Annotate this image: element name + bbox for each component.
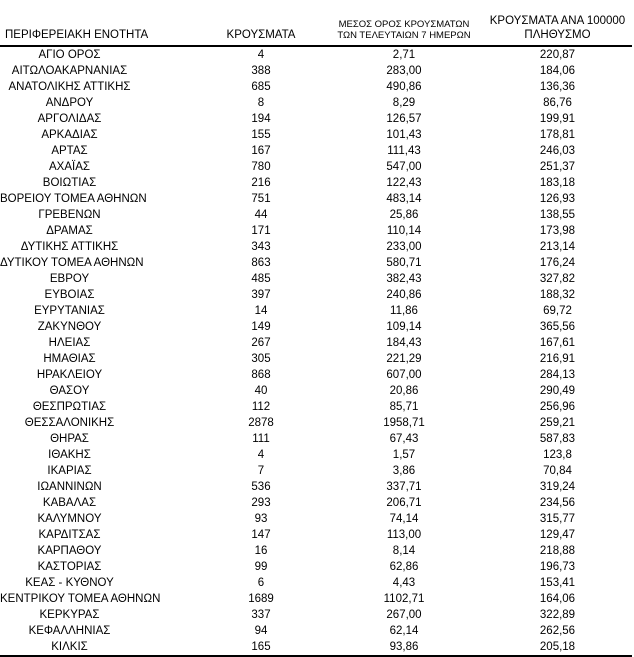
cases-cell: 147: [251, 529, 271, 541]
per-100k-cell: 129,47: [539, 529, 576, 541]
cases-cell: 388: [251, 65, 271, 77]
region-name-cell: ΚΑΡΔΙΤΣΑΣ: [38, 529, 101, 541]
table-header: [0, 0, 632, 46]
table-row: [0, 46, 632, 63]
region-name-cell: ΚΕΝΤΡΙΚΟΥ ΤΟΜΕΑ ΑΘΗΝΩΝ: [0, 593, 161, 605]
table-row: [0, 351, 632, 367]
region-name-cell: ΙΘΑΚΗΣ: [48, 449, 91, 461]
table-row: [0, 303, 632, 319]
per-100k-cell: 136,36: [539, 81, 576, 93]
cases-cell: 4: [257, 49, 265, 61]
region-name-cell: ΙΚΑΡΙΑΣ: [47, 465, 92, 477]
cases-cell: 93: [254, 513, 268, 525]
per-100k-cell: 196,73: [539, 561, 576, 573]
table-row: [0, 255, 632, 271]
avg-7-days-cell: 1958,71: [383, 417, 425, 429]
col-header-cases: ΚΡΟΥΣΜΑΤΑ: [226, 28, 296, 41]
avg-7-days-cell: 3,86: [392, 465, 416, 477]
per-100k-cell: 290,49: [539, 385, 576, 397]
avg-7-days-cell: 283,00: [386, 65, 422, 77]
avg-7-days-cell: 25,86: [389, 209, 419, 221]
region-name-cell: ΚΕΑΣ - ΚΥΘΝΟΥ: [25, 577, 114, 589]
cases-cell: 8: [257, 97, 265, 109]
per-100k-cell: 256,96: [539, 401, 576, 413]
avg-7-days-cell: 2,71: [392, 49, 416, 61]
per-100k-cell: 178,81: [539, 129, 576, 141]
region-name-cell: ΑΙΤΩΛΟΑΚΑΡΝΑΝΙΑΣ: [11, 65, 128, 77]
per-100k-cell: 246,03: [539, 145, 576, 157]
table-row: [0, 223, 632, 239]
table-row: [0, 127, 632, 143]
avg-7-days-cell: 233,00: [386, 241, 422, 253]
per-100k-cell: 259,21: [539, 417, 576, 429]
table-row: [0, 383, 632, 399]
region-name-cell: ΕΒΡΟΥ: [49, 273, 90, 285]
per-100k-cell: 173,98: [539, 225, 576, 237]
region-name-cell: ΑΝΑΤΟΛΙΚΗΣ ΑΤΤΙΚΗΣ: [8, 81, 131, 93]
avg-7-days-cell: 93,86: [389, 641, 419, 653]
per-100k-cell: 126,93: [539, 193, 576, 205]
table-row: [0, 543, 632, 559]
avg-7-days-cell: 547,00: [386, 161, 422, 173]
avg-7-days-cell: 110,14: [386, 225, 422, 237]
region-name-cell: ΚΑΡΠΑΘΟΥ: [37, 545, 102, 557]
region-name-cell: ΕΥΡΥΤΑΝΙΑΣ: [34, 305, 105, 317]
avg-7-days-cell: 111,43: [387, 145, 421, 157]
region-name-cell: ΔΥΤΙΚΟΥ ΤΟΜΕΑ ΑΘΗΝΩΝ: [0, 257, 144, 269]
cases-cell: 40: [254, 385, 268, 397]
table-row: [0, 463, 632, 479]
table-row: [0, 239, 632, 255]
region-name-cell: ΑΧΑΪΑΣ: [49, 161, 90, 173]
cases-cell: 99: [254, 561, 268, 573]
avg-7-days-cell: 206,71: [386, 497, 422, 509]
table-row: [0, 271, 632, 287]
cases-cell: 155: [251, 129, 271, 141]
per-100k-cell: 138,55: [539, 209, 576, 221]
per-100k-cell: 164,06: [539, 593, 576, 605]
region-name-cell: ΚΙΛΚΙΣ: [51, 641, 88, 653]
cases-cell: 216: [251, 177, 271, 189]
cases-cell: 751: [251, 193, 271, 205]
table-row: [0, 511, 632, 527]
table-row: [0, 207, 632, 223]
region-name-cell: ΗΡΑΚΛΕΙΟΥ: [36, 369, 103, 381]
header-row: [0, 0, 632, 46]
per-100k-cell: 184,06: [539, 65, 576, 77]
region-name-cell: ΚΑΒΑΛΑΣ: [42, 497, 97, 509]
table-row: [0, 415, 632, 431]
avg-7-days-cell: 337,71: [386, 481, 422, 493]
table-row: [0, 639, 632, 656]
table-row: [0, 527, 632, 543]
region-name-cell: ΔΡΑΜΑΣ: [46, 225, 93, 237]
avg-7-days-cell: 1,57: [392, 449, 416, 461]
per-100k-cell: 218,88: [539, 545, 576, 557]
cases-cell: 149: [251, 321, 271, 333]
per-100k-cell: 365,56: [539, 321, 576, 333]
cases-cell: 165: [251, 641, 271, 653]
per-100k-cell: 284,13: [539, 369, 576, 381]
avg-7-days-cell: 113,00: [386, 529, 422, 541]
region-name-cell: ΚΑΛΥΜΝΟΥ: [37, 513, 102, 525]
region-name-cell: ΘΑΣΟΥ: [49, 385, 90, 397]
region-name-cell: ΘΕΣΣΑΛΟΝΙΚΗΣ: [24, 417, 115, 429]
region-name-cell: ΒΟΡΕΙΟΥ ΤΟΜΕΑ ΑΘΗΝΩΝ: [0, 193, 147, 205]
avg-7-days-cell: 109,14: [386, 321, 422, 333]
cases-cell: 112: [251, 401, 271, 413]
per-100k-cell: 153,41: [539, 577, 576, 589]
cases-cell: 485: [251, 273, 271, 285]
cases-cell: 1689: [248, 593, 274, 605]
cases-cell: 305: [251, 353, 271, 365]
per-100k-cell: 216,91: [539, 353, 576, 365]
per-100k-cell: 587,83: [539, 433, 576, 445]
per-100k-cell: 167,61: [539, 337, 576, 349]
cases-cell: 267: [251, 337, 271, 349]
per-100k-cell: 123,8: [543, 449, 572, 461]
cases-cell: 2878: [248, 417, 274, 429]
per-100k-cell: 199,91: [539, 113, 576, 125]
table-row: [0, 559, 632, 575]
region-name-cell: ΗΛΕΙΑΣ: [48, 337, 91, 349]
table-row: [0, 191, 632, 207]
cases-cell: 171: [251, 225, 271, 237]
table-row: [0, 575, 632, 591]
cases-cell: 16: [254, 545, 268, 557]
per-100k-cell: 213,14: [539, 241, 576, 253]
per-100k-cell: 262,56: [539, 625, 576, 637]
col-header-avg-7-days-line1: ΜΕΣΟΣ ΟΡΟΣ ΚΡΟΥΣΜΑΤΩΝ: [338, 18, 470, 30]
avg-7-days-cell: 62,86: [389, 561, 419, 573]
table-row: [0, 111, 632, 127]
avg-7-days-cell: 122,43: [386, 177, 422, 189]
cases-cell: 536: [251, 481, 271, 493]
table-row: [0, 175, 632, 191]
table-row: [0, 447, 632, 463]
col-header-per-100k: [483, 0, 632, 46]
cases-cell: 337: [251, 609, 271, 621]
per-100k-cell: 319,24: [539, 481, 576, 493]
cases-cell: 863: [251, 257, 271, 269]
per-100k-cell: 188,32: [539, 289, 576, 301]
region-name-cell: ΚΑΣΤΟΡΙΑΣ: [37, 561, 102, 573]
cases-cell: 685: [251, 81, 271, 93]
col-header-avg-7-days: [325, 0, 483, 46]
table-row: [0, 143, 632, 159]
cases-cell: 343: [251, 241, 271, 253]
avg-7-days-cell: 74,14: [389, 513, 419, 525]
per-100k-cell: 327,82: [539, 273, 576, 285]
table-row: [0, 63, 632, 79]
table-row: [0, 159, 632, 175]
avg-7-days-cell: 483,14: [386, 193, 422, 205]
avg-7-days-cell: 490,86: [386, 81, 422, 93]
region-name-cell: ΘΗΡΑΣ: [50, 433, 89, 445]
table-row: [0, 79, 632, 95]
avg-7-days-cell: 62,14: [389, 625, 419, 637]
per-100k-cell: 183,18: [539, 177, 576, 189]
table-row: [0, 287, 632, 303]
cases-cell: 7: [257, 465, 265, 477]
region-name-cell: ΑΝΔΡΟΥ: [45, 97, 94, 109]
region-name-cell: ΔΥΤΙΚΗΣ ΑΤΤΙΚΗΣ: [20, 241, 119, 253]
table-row: [0, 591, 632, 607]
region-name-cell: ΑΡΓΟΛΙΔΑΣ: [37, 113, 102, 125]
cases-cell: 293: [251, 497, 271, 509]
region-name-cell: ΙΩΑΝΝΙΝΩΝ: [37, 481, 102, 493]
table-row: [0, 623, 632, 639]
per-100k-cell: 176,24: [539, 257, 576, 269]
table-body: [0, 46, 632, 656]
cases-cell: 6: [257, 577, 265, 589]
cases-cell: 111: [252, 433, 270, 445]
table-row: [0, 95, 632, 111]
region-name-cell: ΖΑΚΥΝΘΟΥ: [37, 321, 102, 333]
avg-7-days-cell: 8,29: [392, 97, 416, 109]
region-name-cell: ΕΥΒΟΙΑΣ: [44, 289, 95, 301]
avg-7-days-cell: 382,43: [386, 273, 422, 285]
table-row: [0, 607, 632, 623]
table-row: [0, 335, 632, 351]
cases-cell: 4: [257, 449, 265, 461]
avg-7-days-cell: 607,00: [386, 369, 422, 381]
cases-cell: 780: [251, 161, 271, 173]
avg-7-days-cell: 20,86: [389, 385, 419, 397]
per-100k-cell: 251,37: [539, 161, 576, 173]
avg-7-days-cell: 221,29: [386, 353, 422, 365]
col-header-per-100k-line1: ΚΡΟΥΣΜΑΤΑ ΑΝΑ 100000: [489, 14, 626, 27]
cases-cell: 868: [251, 369, 271, 381]
avg-7-days-cell: 101,43: [386, 129, 422, 141]
region-name-cell: ΘΕΣΠΡΩΤΙΑΣ: [32, 401, 107, 413]
region-name-cell: ΗΜΑΘΙΑΣ: [43, 353, 96, 365]
table-row: [0, 495, 632, 511]
per-100k-cell: 234,56: [539, 497, 576, 509]
table-row: [0, 431, 632, 447]
table-row: [0, 479, 632, 495]
region-name-cell: ΒΟΙΩΤΙΑΣ: [42, 177, 97, 189]
cases-cell: 44: [254, 209, 268, 221]
region-name-cell: ΑΓΙΟ ΟΡΟΣ: [38, 49, 101, 61]
region-name-cell: ΑΡΚΑΔΙΑΣ: [41, 129, 98, 141]
cases-cell: 397: [251, 289, 271, 301]
cases-cell: 194: [251, 113, 271, 125]
col-header-regional-unit: ΠΕΡΙΦΕΡΕΙΑΚΗ ΕΝΟΤΗΤΑ: [5, 28, 149, 41]
per-100k-cell: 220,87: [539, 49, 576, 61]
avg-7-days-cell: 1102,71: [383, 593, 425, 605]
region-name-cell: ΚΕΦΑΛΛΗΝΙΑΣ: [28, 625, 111, 637]
col-header-avg-7-days-line2: ΤΩΝ ΤΕΛΕΥΤΑΙΩΝ 7 ΗΜΕΡΩΝ: [337, 30, 471, 42]
avg-7-days-cell: 85,71: [389, 401, 419, 413]
table-row: [0, 319, 632, 335]
per-100k-cell: 322,89: [539, 609, 576, 621]
per-100k-cell: 70,84: [543, 465, 572, 477]
avg-7-days-cell: 580,71: [386, 257, 422, 269]
region-name-cell: ΑΡΤΑΣ: [51, 145, 88, 157]
per-100k-cell: 205,18: [539, 641, 576, 653]
avg-7-days-cell: 240,86: [386, 289, 422, 301]
table-row: [0, 399, 632, 415]
cases-cell: 14: [254, 305, 268, 317]
cases-cell: 167: [251, 145, 271, 157]
avg-7-days-cell: 11,86: [390, 305, 418, 317]
avg-7-days-cell: 184,43: [386, 337, 422, 349]
region-name-cell: ΓΡΕΒΕΝΩΝ: [38, 209, 101, 221]
region-name-cell: ΚΕΡΚΥΡΑΣ: [39, 609, 100, 621]
col-header-per-100k-line2: ΠΛΗΘΥΣΜΟ: [524, 28, 591, 41]
per-100k-cell: 315,77: [539, 513, 576, 525]
avg-7-days-cell: 67,43: [389, 433, 419, 445]
avg-7-days-cell: 4,43: [392, 577, 416, 589]
avg-7-days-cell: 267,00: [386, 609, 422, 621]
cases-cell: 94: [254, 625, 268, 637]
avg-7-days-cell: 126,57: [386, 113, 422, 125]
avg-7-days-cell: 8,14: [392, 545, 416, 557]
per-100k-cell: 86,76: [543, 97, 572, 109]
table-row: [0, 367, 632, 383]
per-100k-cell: 69,72: [543, 305, 572, 317]
